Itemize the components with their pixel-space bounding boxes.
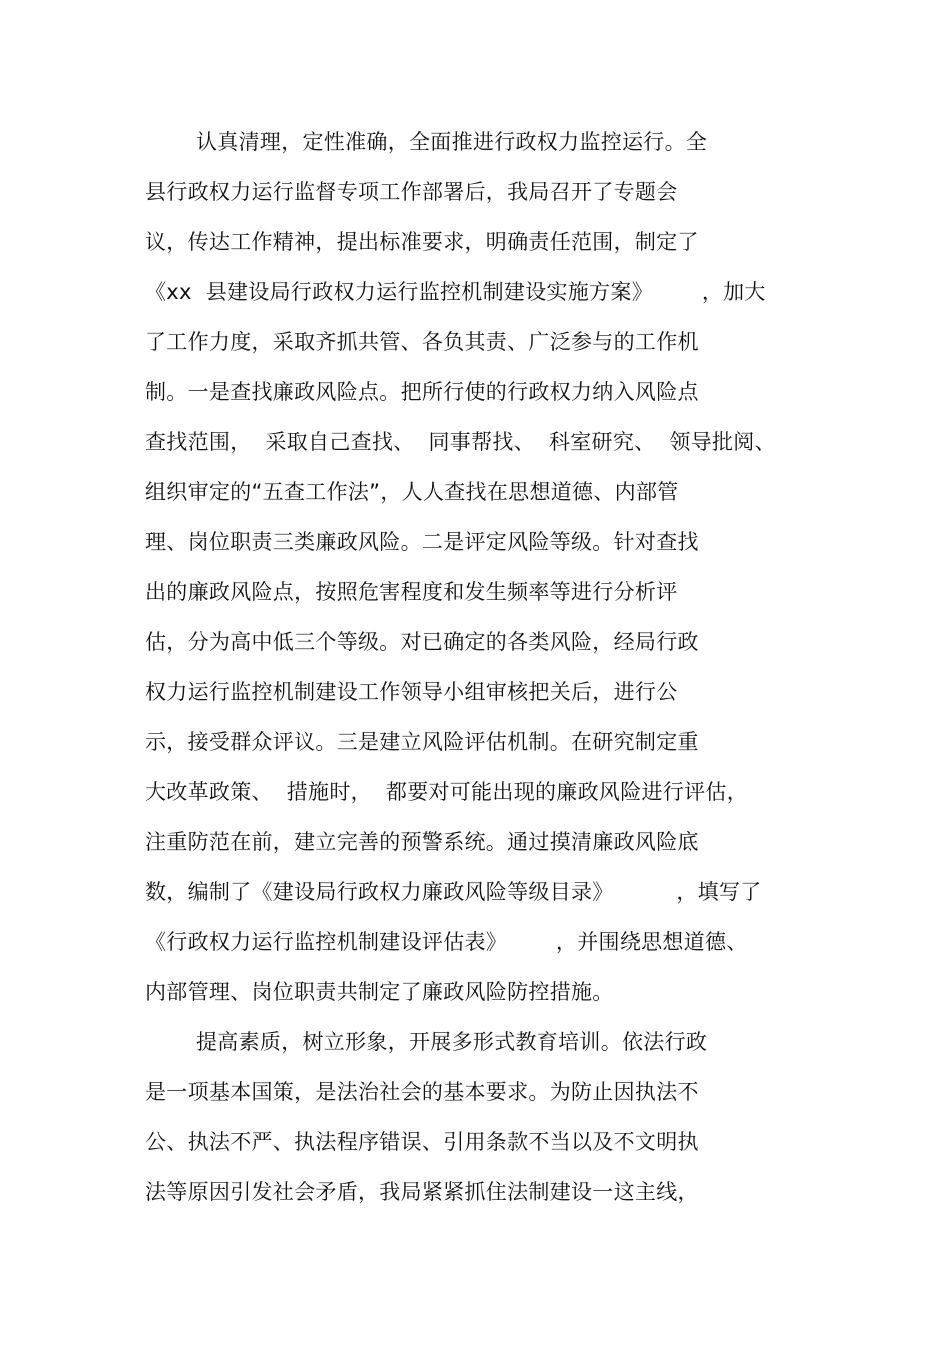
text-line: 注重防范在前，建立完善的预警系统。通过摸清廉政风险底 xyxy=(145,830,699,854)
text-line: 《行政权力运行监控机制建设评估表》 ，并围绕思想道德、 xyxy=(145,930,748,954)
text-line: 公、执法不严、执法程序错误、引用条款不当以及不文明执 xyxy=(145,1130,699,1154)
text-line: 制。一是查找廉政风险点。把所行使的行政权力纳入风险点 xyxy=(145,380,699,404)
text-line: 大改革政策、 措施时， 都要对可能出现的廉政风险进行评估， xyxy=(145,780,748,804)
text-line: 出的廉政风险点，按照危害程度和发生频率等进行分析评 xyxy=(145,580,678,604)
text-line: 估，分为高中低三个等级。对已确定的各类风险，经局行政 xyxy=(145,630,699,654)
text-line: 议，传达工作精神，提出标准要求，明确责任范围，制定了 xyxy=(145,230,699,254)
text-line: 权力运行监控机制建设工作领导小组审核把关后，进行公 xyxy=(145,680,678,704)
text-line: 《xx 县建设局行政权力运行监控机制建设实施方案》 ，加大 xyxy=(145,280,766,304)
text-line: 内部管理、岗位职责共制定了廉政风险防控措施。 xyxy=(145,980,614,1004)
text-line: 数，编制了《建设局行政权力廉政风险等级目录》 ，填写了 xyxy=(145,880,762,904)
text-line: 组织审定的“五查工作法”，人人查找在思想道德、内部管 xyxy=(145,480,679,504)
text-line: 示，接受群众评议。三是建立风险评估机制。在研究制定重 xyxy=(145,730,699,754)
text-line: 是一项基本国策，是法治社会的基本要求。为防止因执法不 xyxy=(145,1080,699,1104)
text-line: 理、岗位职责三类廉政风险。二是评定风险等级。针对查找 xyxy=(145,530,699,554)
text-line: 提高素质，树立形象，开展多形式教育培训。依法行政 xyxy=(196,1030,708,1054)
text-line: 认真清理，定性准确，全面推进行政权力监控运行。全 xyxy=(196,130,708,154)
text-line: 查找范围， 采取自己查找、 同事帮找、 科室研究、 领导批阅、 xyxy=(145,430,776,454)
text-line: 了工作力度，采取齐抓共管、各负其责、广泛参与的工作机 xyxy=(145,330,699,354)
text-line: 县行政权力运行监督专项工作部署后，我局召开了专题会 xyxy=(145,180,678,204)
text-line: 法等原因引发社会矛盾，我局紧紧抓住法制建设一这主线， xyxy=(145,1180,699,1204)
